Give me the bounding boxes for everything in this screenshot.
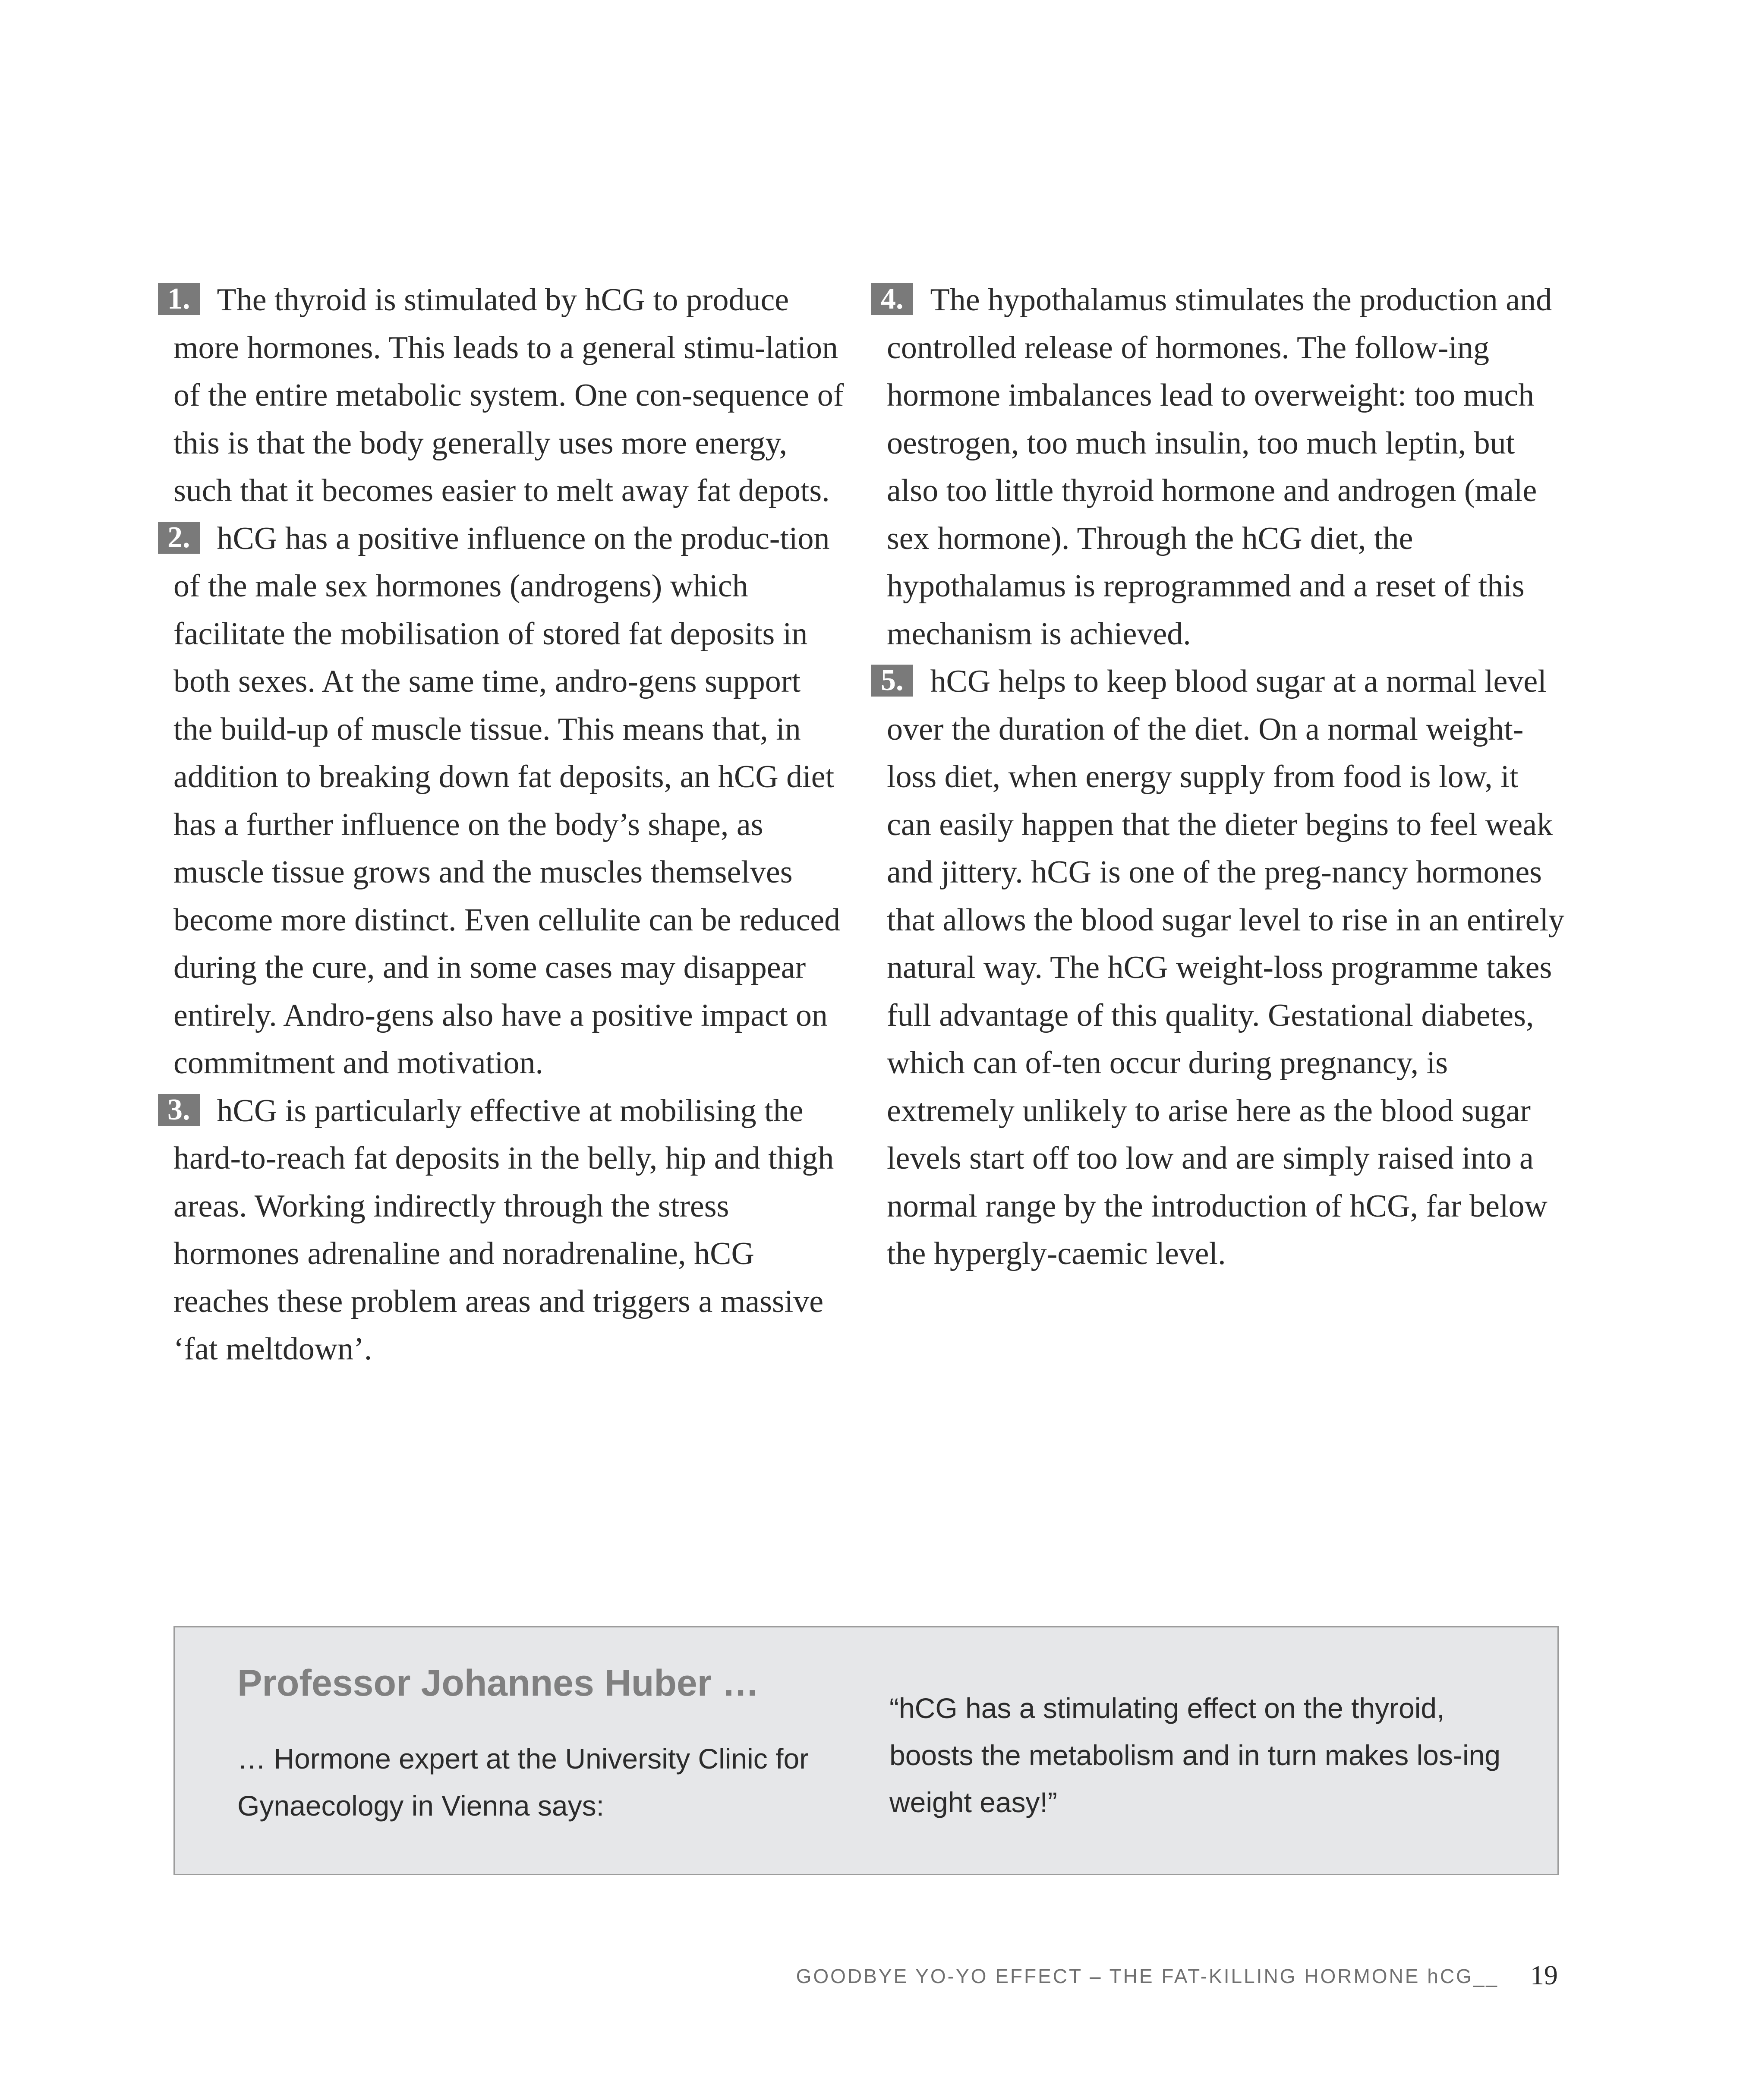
item-text: hCG has a positive influence on the produc-tion of the male sex hormones (androgens) which facilitate the mobilisation of stored fat deposits in both sexes. At the same time, andro-gens support the build-up of muscle tissue. This means that, in addition to breaking down fat deposits, an hCG diet has a further influence on the body’s shape, as muscle tissue grows and the muscles themselves become more distinct. Even cellulite can be reduced during the cure, and in some cases may disappear entirely. Andro-gens also have a positive impact on commitment and motivation.: [173, 520, 841, 1081]
item-number-badge: 4.: [871, 283, 913, 315]
quote-subtitle: … Hormone expert at the University Clinic for Gynaecology in Vienna says:: [237, 1743, 809, 1822]
page-number: 19: [1530, 1960, 1558, 1990]
item-number-badge: 2.: [158, 522, 200, 554]
list-item-5: [881, 658, 1569, 1278]
quote-title: Professor Johannes Huber …: [237, 1662, 760, 1704]
list-item-1: [167, 276, 847, 515]
list-item-3: [167, 1087, 847, 1373]
item-number-badge: 3.: [158, 1094, 200, 1126]
item-text: hCG helps to keep blood sugar at a normal level over the duration of the diet. On a normal weight-loss diet, when energy supply from food is low, it can easily happen that the dieter begins to feel weak and jittery. hCG is one of the preg-nancy hormones that allows the blood sugar level to rise in an entirely natural way. The hCG weight-loss programme takes full advantage of this quality. Gestational diabetes, which can of-ten occur during pregnancy, is extremely unlikely to arise here as the blood sugar levels start off too low and are simply raised into a normal range by the introduction of hCG, far below the hypergly-caemic level.: [887, 664, 1565, 1271]
left-column: [167, 276, 847, 1373]
quote-text: “hCG has a stimulating effect on the thyroid, boosts the metabolism and in turn makes los-ing weight easy!”: [889, 1692, 1501, 1818]
item-text: The thyroid is stimulated by hCG to produce more hormones. This leads to a general stimu-lation of the entire metabolic system. One con-sequence of this is that the body generally uses more energy, such that it becomes easier to melt away fat depots.: [173, 282, 844, 508]
item-number-badge: 1.: [158, 283, 200, 315]
page-footer: [0, 1959, 1743, 1994]
running-head: GOODBYE YO-YO EFFECT – THE FAT-KILLING HORMONE hCG__: [796, 1965, 1499, 1987]
item-text: hCG is particularly effective at mobilising the hard-to-reach fat deposits in the belly, hip and thigh areas. Working indirectly through the stress hormones adrenaline and noradrenaline, hCG reaches these problem areas and triggers a massive ‘fat meltdown’.: [173, 1093, 834, 1367]
right-column: [881, 276, 1569, 1278]
item-text: The hypothalamus stimulates the production and controlled release of hormones. The follow-ing hormone imbalances lead to overweight: too much oestrogen, too much insulin, too much leptin, but also too little thyroid hormone and androgen (male sex hormone). Through the hCG diet, the hypothalamus is reprogrammed and a reset of this mechanism is achieved.: [887, 282, 1552, 652]
list-item-4: [881, 276, 1569, 658]
list-item-2: [167, 515, 847, 1087]
item-number-badge: 5.: [871, 665, 913, 697]
quote-box: [173, 1626, 1559, 1875]
